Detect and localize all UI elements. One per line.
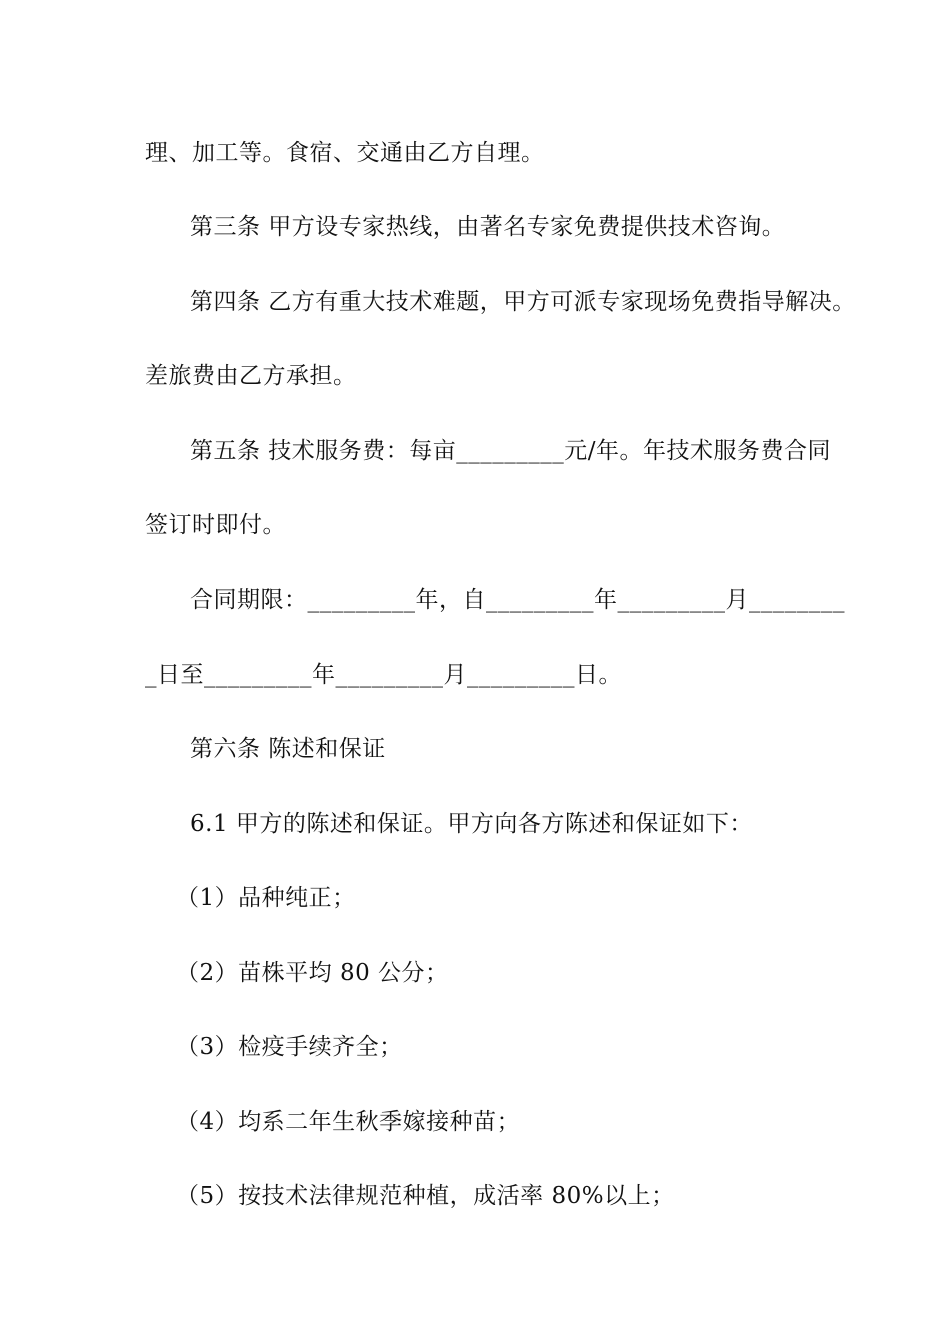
list-item: （3）检疫手续齐全； <box>176 1034 403 1060</box>
article-3: 第三条 甲方设专家热线，由著名专家免费提供技术咨询。 <box>190 214 786 240</box>
article-5: 第五条 技术服务费：每亩_________元/年。年技术服务费合同 <box>190 438 832 464</box>
article-6-heading: 第六条 陈述和保证 <box>190 736 386 762</box>
article-4: 第四条 乙方有重大技术难题，甲方可派专家现场免费指导解决。 <box>190 289 856 315</box>
list-item: （2）苗株平均 80 公分； <box>176 960 449 986</box>
list-item: （5）按技术法律规范种植，成活率 80%以上； <box>176 1183 675 1209</box>
paragraph-line: 差旅费由乙方承担。 <box>145 363 357 389</box>
paragraph-line: _日至_________年_________月_________日。 <box>145 662 622 688</box>
paragraph-line: 签订时即付。 <box>145 512 286 538</box>
section-6-1: 6.1 甲方的陈述和保证。甲方向各方陈述和保证如下： <box>190 811 753 837</box>
paragraph-line: 理、加工等。食宿、交通由乙方自理。 <box>145 140 545 166</box>
contract-term: 合同期限：_________年，自_________年_________月________ <box>190 587 845 613</box>
list-item: （4）均系二年生秋季嫁接种苗； <box>176 1109 521 1135</box>
list-item: （1）品种纯正； <box>176 885 356 911</box>
